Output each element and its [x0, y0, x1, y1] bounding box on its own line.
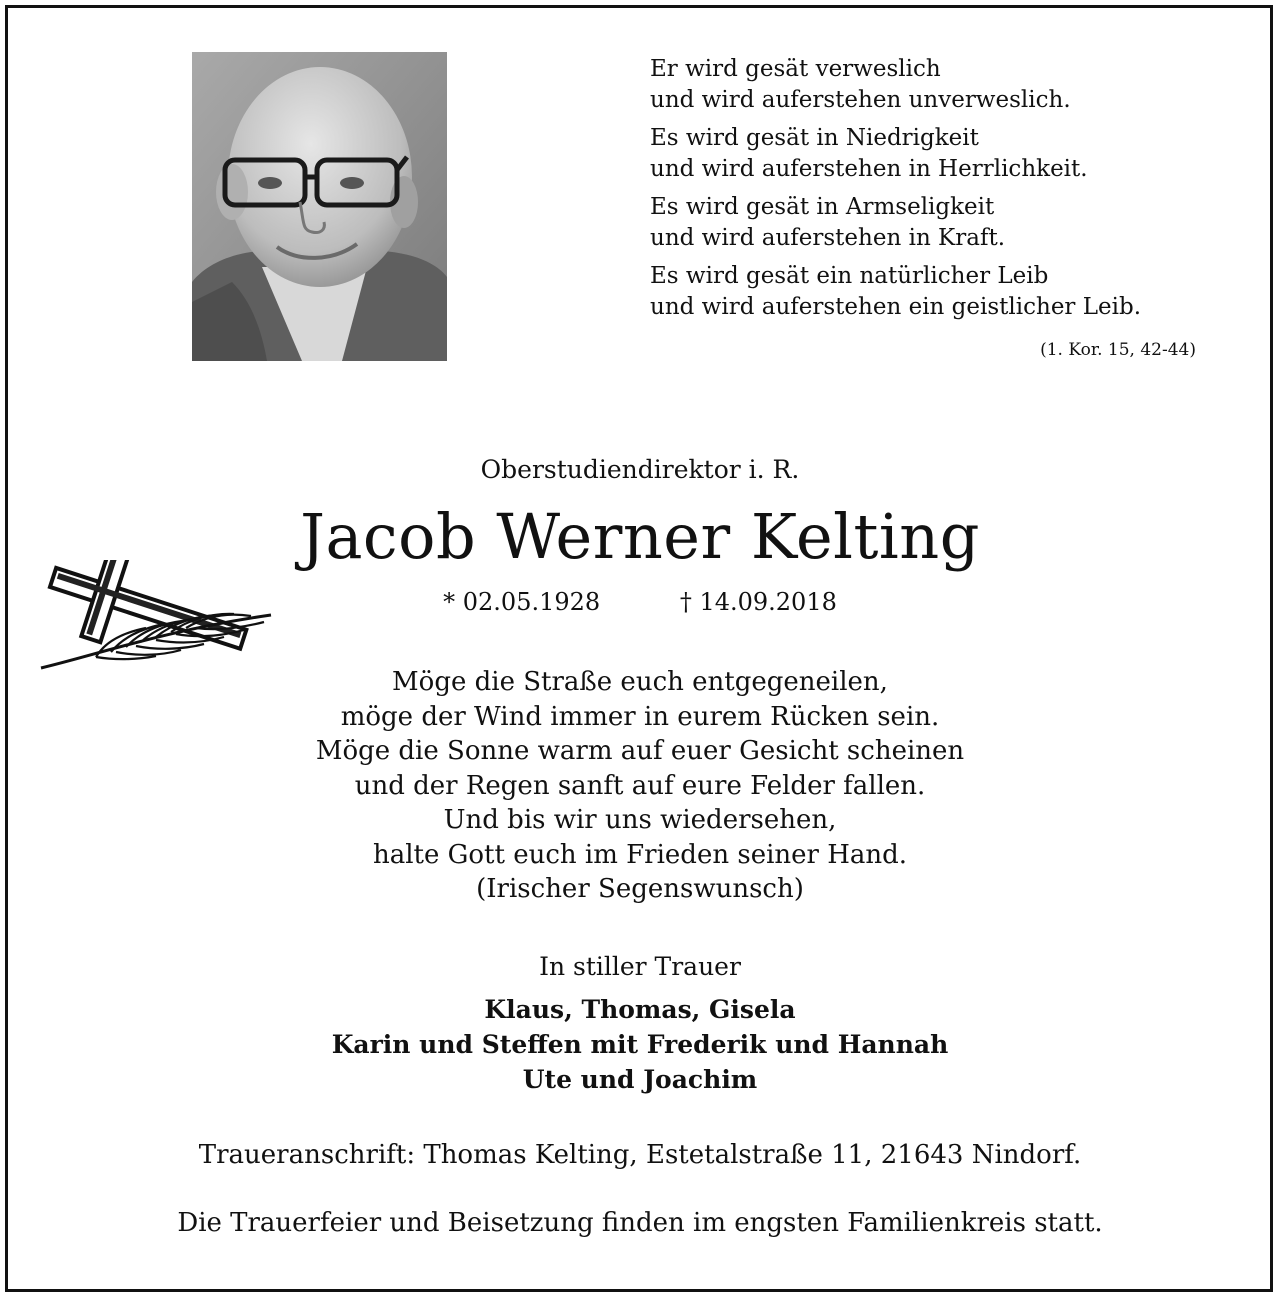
mourner-line: Karin und Steffen mit Frederik und Hannah: [331, 1030, 949, 1059]
mourning-address: Traueranschrift: Thomas Kelting, Estetalstraße 11, 21643 Nindorf.: [198, 1140, 1082, 1170]
verse-line: und wird auferstehen ein geistlicher Leib.: [650, 294, 1142, 320]
blessing-line: halte Gott euch im Frieden seiner Hand.: [372, 839, 908, 870]
bible-verse: [650, 54, 1210, 330]
blessing-line: Und bis wir uns wiedersehen,: [443, 805, 837, 835]
blessing-line: Möge die Straße euch entgegeneilen,: [392, 667, 888, 697]
deceased-title: Oberstudiendirektor i. R.: [480, 455, 800, 484]
deceased-name: Jacob Werner Kelting: [300, 500, 980, 573]
death-date: † 14.09.2018: [679, 588, 837, 616]
mourners-list: [0, 992, 1280, 1097]
verse-line: Es wird gesät in Niedrigkeit: [650, 125, 979, 151]
portrait-image: [192, 52, 447, 361]
verse-line: Es wird gesät ein natürlicher Leib: [650, 263, 1049, 289]
verse-stanza: [650, 54, 1210, 116]
verse-line: und wird auferstehen in Herrlichkeit.: [650, 156, 1088, 182]
blessing-text: [0, 665, 1280, 907]
mourner-line: Ute und Joachim: [522, 1065, 758, 1094]
birth-date: * 02.05.1928: [443, 588, 601, 616]
verse-stanza: [650, 123, 1210, 185]
mourner-line: Klaus, Thomas, Gisela: [484, 995, 796, 1024]
verse-line: Er wird gesät verweslich: [650, 56, 941, 82]
cross-palm-icon: [36, 560, 281, 675]
verse-stanza: [650, 192, 1210, 254]
verse-reference: (1. Kor. 15, 42-44): [1040, 340, 1196, 360]
blessing-line: und der Regen sanft auf eure Felder fallen.: [354, 770, 926, 801]
blessing-line: Möge die Sonne warm auf euer Gesicht scheinen: [315, 736, 965, 766]
mourning-intro: In stiller Trauer: [539, 952, 741, 981]
verse-line: und wird auferstehen unverweslich.: [650, 87, 1071, 113]
verse-line: und wird auferstehen in Kraft.: [650, 225, 1006, 251]
blessing-line: möge der Wind immer in eurem Rücken sein.: [340, 701, 940, 732]
portrait-photo: [192, 52, 447, 361]
verse-line: Es wird gesät in Armseligkeit: [650, 194, 995, 220]
funeral-notice: Die Trauerfeier und Beisetzung finden im engsten Familienkreis statt.: [177, 1208, 1103, 1238]
blessing-source: (Irischer Segenswunsch): [476, 874, 804, 904]
verse-stanza: [650, 261, 1210, 323]
